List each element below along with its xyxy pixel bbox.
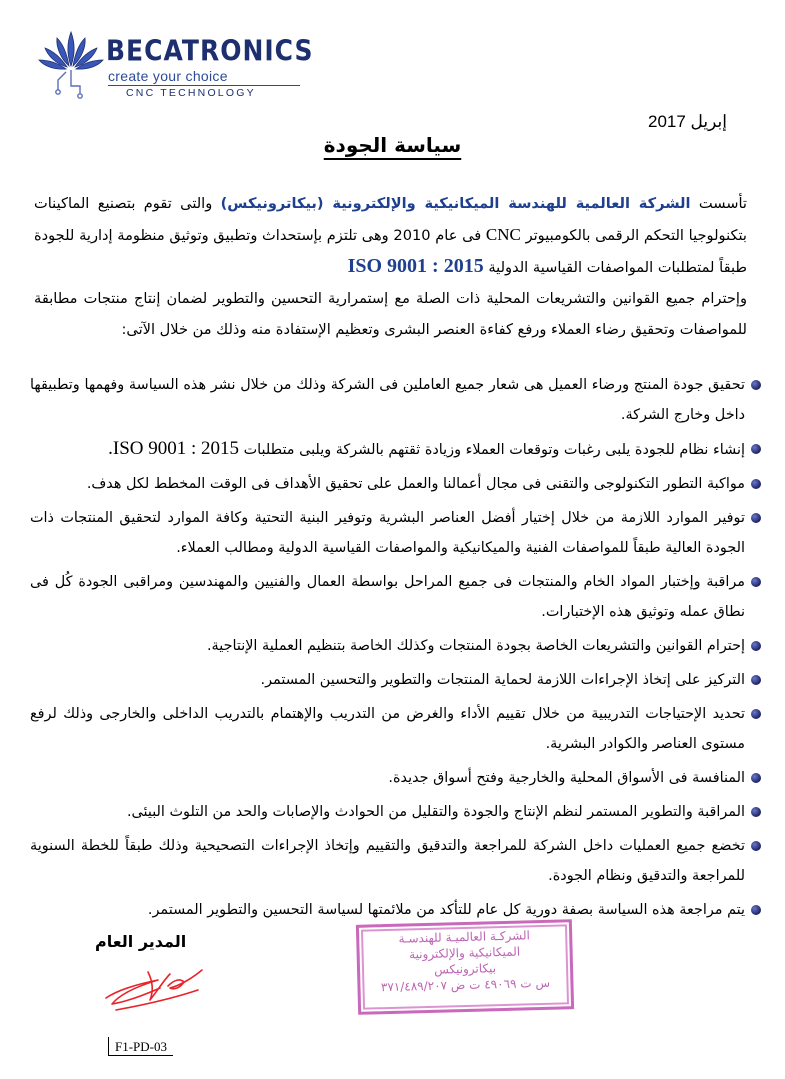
list-item — [30, 469, 761, 499]
cnc-term: CNC — [485, 225, 521, 244]
intro-text-a: تأسست — [690, 195, 747, 212]
page-title-text: سياسة الجودة — [323, 133, 462, 157]
stamp-line: س ت ٤٩٠٦٩ ت ض ٣٧١/٤٨٩/٢٠٧ — [380, 975, 551, 995]
company-name: الشركة العالمية للهندسة الميكانيكية والإلكترونية (بيكاترونيكس) — [220, 195, 691, 212]
bullet-icon — [751, 905, 761, 915]
list-item-text: تخضع جميع العمليات داخل الشركة للمراجعة والتدقيق والتقييم وإتخاذ الإجراءات التصحيحية وذلك طبقاً للخطة السنوية للمراجعة والتدقيق ونظام الجودة. — [30, 838, 745, 884]
list-item — [30, 503, 761, 563]
logo-subline: CNC TECHNOLOGY — [126, 87, 256, 99]
list-item — [30, 797, 761, 827]
intro-paragraph — [34, 188, 747, 345]
list-item — [30, 631, 761, 661]
list-item-text: إحترام القوانين والتشريعات الخاصة بجودة المنتجات وكذلك الخاصة بتنظيم العملية الإنتاجية. — [206, 638, 745, 654]
document-date: إبريل 2017 — [648, 112, 727, 131]
iso-standard: ISO 9001 : 2015. — [108, 438, 240, 459]
bullet-icon — [751, 380, 761, 390]
intro-text-p2: وإحترام جميع القوانين والتشريعات المحلية ذات الصلة مع إستمرارية التحسين والتطوير لضمان إنتاج منتجات مطابقة للمواصفات وتحقيق رضاء العملاء ورفع كفاءة العنصر البشرى وتعظيم الإستفادة منه وذلك من خلال الآتى: — [34, 290, 747, 338]
policy-list — [30, 370, 761, 929]
list-item — [30, 831, 761, 891]
list-item-text: التركيز على إتخاذ الإجراءات اللازمة لحماية المنتجات والتطوير والتحسين المستمر. — [260, 672, 745, 688]
intro-text-c: فى عام 2010 وهى تلتزم بإستحداث وتطبيق وتوثيق منظومة إدارية للجودة طبقاً لمتطلبات المواصفات القياسية الدولية — [34, 227, 747, 276]
bullet-icon — [751, 641, 761, 651]
list-item — [30, 699, 761, 759]
handwritten-signature-icon — [98, 950, 218, 1020]
bullet-icon — [751, 773, 761, 783]
list-item-text: المنافسة فى الأسواق المحلية والخارجية وفتح أسواق جديدة. — [388, 770, 745, 786]
bullet-icon — [751, 444, 761, 454]
list-item — [30, 763, 761, 793]
list-item — [30, 567, 761, 627]
stamp-line: الميكانيكية والإلكترونية — [408, 944, 521, 962]
bullet-icon — [751, 513, 761, 523]
company-logo — [36, 28, 314, 104]
bullet-icon — [751, 675, 761, 685]
bullet-icon — [751, 577, 761, 587]
list-item — [30, 895, 761, 925]
stamp-line: بيكاترونيكس — [433, 961, 497, 977]
list-item-text: تحقيق جودة المنتج ورضاء العميل هى شعار جميع العاملين فى الشركة وذلك من خلال نشر هذه السياسة وفهمها وتطبيقها داخل وخارج الشركة. — [30, 377, 745, 423]
logo-wordmark: BECATRONICS — [106, 33, 314, 68]
logo-divider — [108, 85, 300, 86]
stamp-line: الشركـة العالميـة للهندسـة — [398, 928, 531, 946]
lotus-emblem-icon — [36, 28, 106, 100]
list-item-text: المراقبة والتطوير المستمر لنظم الإنتاج والجودة والتقليل من الحوادث والإصابات والحد من التلوث البيئى. — [126, 804, 745, 820]
list-item-text: إنشاء نظام للجودة يلبى رغبات وتوقعات العملاء وزيادة ثقتهم بالشركة ويلبى متطلبات — [239, 442, 745, 458]
list-item — [30, 665, 761, 695]
bullet-icon — [751, 709, 761, 719]
list-item — [30, 434, 761, 465]
list-item-text: مراقبة وإختبار المواد الخام والمنتجات فى جميع المراحل بواسطة العمال والفنيين والمهندسين ومراقبى الجودة كُل فى نطاق عمله وتوثيق هذه الإختبارات. — [30, 574, 745, 620]
document-code: F1-PD-03 — [108, 1037, 173, 1056]
list-item-text: يتم مراجعة هذه السياسة بصفة دورية كل عام للتأكد من ملائمتها لسياسة التحسين والتطوير المستمر. — [147, 902, 745, 918]
signatory-title: المدير العام — [95, 932, 187, 951]
bullet-icon — [751, 479, 761, 489]
bullet-icon — [751, 807, 761, 817]
list-item-text: مواكبة التطور التكنولوجى والتقنى فى مجال أعمالنا والعمل على تحقيق الأهداف فى الوقت المخطط لكل هدف. — [86, 476, 745, 492]
bullet-icon — [751, 841, 761, 851]
intro-text-b: والتى تقوم بتصنيع الماكينات بتكنولوجيا التحكم الرقمى بالكومبيوتر — [34, 195, 747, 244]
page-title — [0, 133, 785, 157]
company-stamp — [356, 919, 574, 1015]
list-item-text: توفير الموارد اللازمة من خلال إختيار أفضل العناصر البشرية وتوفير البنية التحتية وكافة الموارد لتحقيق المنتجات ذات الجودة العالية طبقاً للمواصفات الفنية والميكانيكية والمواصفات القياسية الدولية ومطالب العملاء. — [30, 510, 745, 556]
logo-tagline: create your choice — [108, 68, 228, 84]
list-item-text: تحديد الإحتياجات التدريبية من خلال تقييم الأداء والغرض من التدريب والإهتمام بالتدريب الداخلى والخارجى وذلك لرفع مستوى العناصر والكوادر البشرية. — [30, 706, 745, 752]
iso-standard: ISO 9001 : 2015 — [347, 255, 484, 277]
list-item — [30, 370, 761, 430]
